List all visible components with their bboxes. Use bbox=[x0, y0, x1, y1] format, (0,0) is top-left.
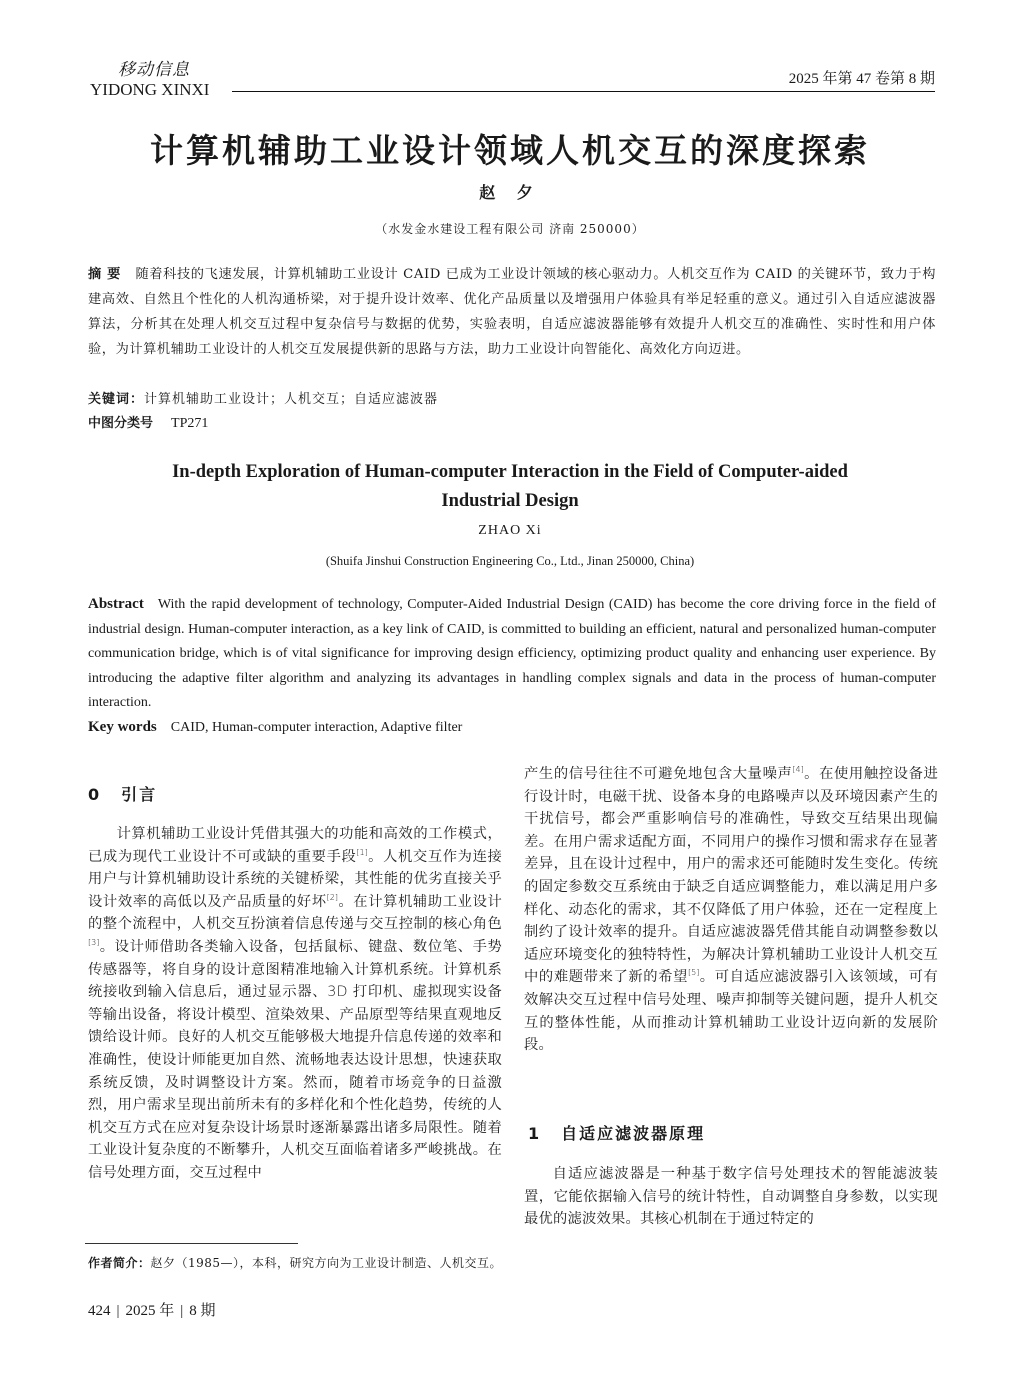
abstract-en-label: Abstract bbox=[88, 596, 144, 612]
issue-info: 2025 年第 47 卷第 8 期 bbox=[788, 71, 935, 87]
abstract-cn bbox=[88, 262, 936, 362]
citation-1[interactable]: [1] bbox=[356, 847, 368, 857]
text-run: 。在计算机辅助工业设计的整个流程中，人机交互扮演着信息传递与交互控制的核心角色 bbox=[88, 893, 502, 933]
page-footer bbox=[88, 1302, 216, 1320]
section-number: 1 bbox=[528, 1124, 542, 1143]
section-number: 0 bbox=[88, 785, 102, 804]
paragraph: 自适应滤波器是一种基于数字信号处理技术的智能滤波装置，它能依据输入信号的统计特性，自动调整自身参数，以实现最优的滤波效果。其核心机制在于通过特定的 bbox=[524, 1166, 938, 1228]
abstract-cn-label: 摘 要 bbox=[88, 267, 121, 282]
journal-logo-en: YIDONG XINXI bbox=[90, 80, 210, 99]
paragraph bbox=[88, 823, 502, 1185]
section-title: 引言 bbox=[121, 785, 158, 804]
section-title: 自适应滤波器原理 bbox=[561, 1124, 706, 1143]
clc-value: TP271 bbox=[171, 416, 209, 431]
text-run: 。设计师借助各类输入设备，包括鼠标、键盘、数位笔、手势传感器等，将自身的设计意图精准地输入计算机系统。计算机系统接收到输入信息后，通过显示器、3D 打印机、虚拟现实设备等输出设备，将设计模型、渲染效果、产品原型等结果直观地反馈给设计师。良好的人机交互能够极大地提升信息传递的效率和准确性，使设计师能更加自然、流畅地表达设计思想，快速获取系统反馈，及时调整设计方案。然而，随着市场竞争的日益激烈，用户需求呈现出前所未有的多样化和个性化趋势，传统的人机交互方式在应对复杂设计场景时逐渐暴露出诸多局限性。随着工业设计复杂度的不断攀升，人机交互面临着诸多严峻挑战。在信号处理方面，交互过程中 bbox=[88, 938, 502, 1181]
text-run: 产生的信号往往不可避免地包含大量噪声 bbox=[524, 766, 793, 782]
keywords-cn-text: 计算机辅助工业设计；人机交互；自适应滤波器 bbox=[144, 392, 439, 407]
body-column-right-section1 bbox=[524, 1163, 938, 1233]
keywords-cn bbox=[88, 390, 438, 410]
author-cn: 赵 夕 bbox=[479, 183, 541, 202]
text-run: 。人机交互作为连接用户与计算机辅助设计系统的关键桥梁，其性能的优劣直接关乎设计效率的高低以及产品质量的好坏 bbox=[88, 848, 502, 910]
keywords-en-text: CAID, Human-computer interaction, Adaptive filter bbox=[170, 720, 463, 735]
footer-issue: 8 期 bbox=[189, 1303, 216, 1319]
abstract-en-text: With the rapid development of technology, Computer-Aided Industrial Design (CAID) has become the core driving force in the field of industrial design. Human-computer interaction, as a key link of CAID, is committed to building an efficient, natural and personalized human-computer communication bridge, which is of vital significance for improving design efficiency, optimizing product quality and enhancing user experience. By introducing the adaptive filter algorithm and analyzing its advantages in handling complex signals and data in the process of human-computer interaction. bbox=[88, 597, 936, 710]
citation-4[interactable]: [4] bbox=[792, 765, 804, 774]
abstract-cn-text: 随着科技的飞速发展，计算机辅助工业设计 CAID 已成为工业设计领域的核心驱动力。人机交互作为 CAID 的关键环节，致力于构建高效、自然且个性化的人机沟通桥梁，对于提升设计效率、优化产品质量以及增强用户体验具有举足轻重的意义。通过引入自适应滤波器算法，分析其在处理人机交互过程中复杂信号与数据的优势，实验表明，自适应滤波器能够有效提升人机交互的准确性、实时性和用户体验，为计算机辅助工业设计的人机交互发展提供新的思路与方法，助力工业设计向智能化、高效化方向迈进。 bbox=[88, 267, 936, 357]
footnote-rule bbox=[85, 1243, 298, 1244]
paper-title-en: In-depth Exploration of Human-computer Interaction in the Field of Computer-aided Industrial Design bbox=[172, 462, 848, 511]
header-rule bbox=[232, 91, 935, 92]
separator: | bbox=[180, 1303, 184, 1319]
author-en: ZHAO Xi bbox=[478, 523, 542, 538]
body-column-left bbox=[88, 823, 502, 1233]
keywords-cn-label: 关键词： bbox=[88, 392, 145, 407]
section-heading-intro bbox=[88, 785, 157, 805]
section-heading-principle bbox=[528, 1124, 705, 1144]
abstract-en bbox=[88, 592, 936, 716]
paragraph bbox=[524, 763, 938, 1057]
affiliation-en: (Shuifa Jinshui Construction Engineering Co., Ltd., Jinan 250000, China) bbox=[325, 554, 695, 568]
footnote-label: 作者简介： bbox=[88, 1256, 151, 1270]
clc-label: 中图分类号 bbox=[88, 416, 154, 431]
page-number: 424 bbox=[88, 1303, 111, 1319]
citation-3[interactable]: [3] bbox=[88, 937, 100, 947]
citation-5[interactable]: [5] bbox=[688, 968, 700, 978]
author-bio-footnote bbox=[88, 1255, 502, 1271]
text-run: 。在使用触控设备进行设计时，电磁干扰、设备本身的电路噪声以及环境因素产生的干扰信号，都会严重影响信号的准确性，导致交互结果出现偏差。在用户需求适配方面，不同用户的操作习惯和需求存在显著差异，且在设计过程中，用户的需求还可能随时发生变化。传统的固定参数交互系统由于缺乏自适应调整能力，难以满足用户多样化、动态化的需求，其不仅降低了用户体验，还在一定程度上制约了设计效率的提升。自适应滤波器凭借其能自动调整参数以适应环境变化的独特特性，为解决计算机辅助工业设计人机交互中的难题带来了新的希望 bbox=[524, 766, 938, 986]
clc-number bbox=[88, 414, 208, 434]
journal-logo-cn: 移动信息 bbox=[118, 60, 190, 80]
separator: | bbox=[116, 1303, 120, 1319]
text-run: 。可自适应滤波器引入该领域，可有效解决交互过程中信号处理、噪声抑制等关键问题，提升人机交互的整体性能，从而推动计算机辅助工业设计迈向新的发展阶段。 bbox=[524, 969, 938, 1054]
paper-title-cn: 计算机辅助工业设计领域人机交互的深度探索 bbox=[150, 131, 870, 170]
footer-year: 2025 年 bbox=[125, 1303, 175, 1319]
footnote-text: 赵夕（1985—），本科，研究方向为工业设计制造、人机交互。 bbox=[150, 1256, 503, 1270]
body-column-right bbox=[524, 763, 938, 1106]
keywords-en bbox=[88, 718, 462, 737]
keywords-en-label: Key words bbox=[88, 719, 157, 735]
citation-2[interactable]: [2] bbox=[326, 892, 338, 902]
text-run: 计算机辅助工业设计凭借其强大的功能和高效的工作模式，已成为现代工业设计不可或缺的重要手段 bbox=[88, 826, 502, 865]
affiliation-cn: （水发金水建设工程有限公司 济南 250000） bbox=[375, 222, 645, 236]
